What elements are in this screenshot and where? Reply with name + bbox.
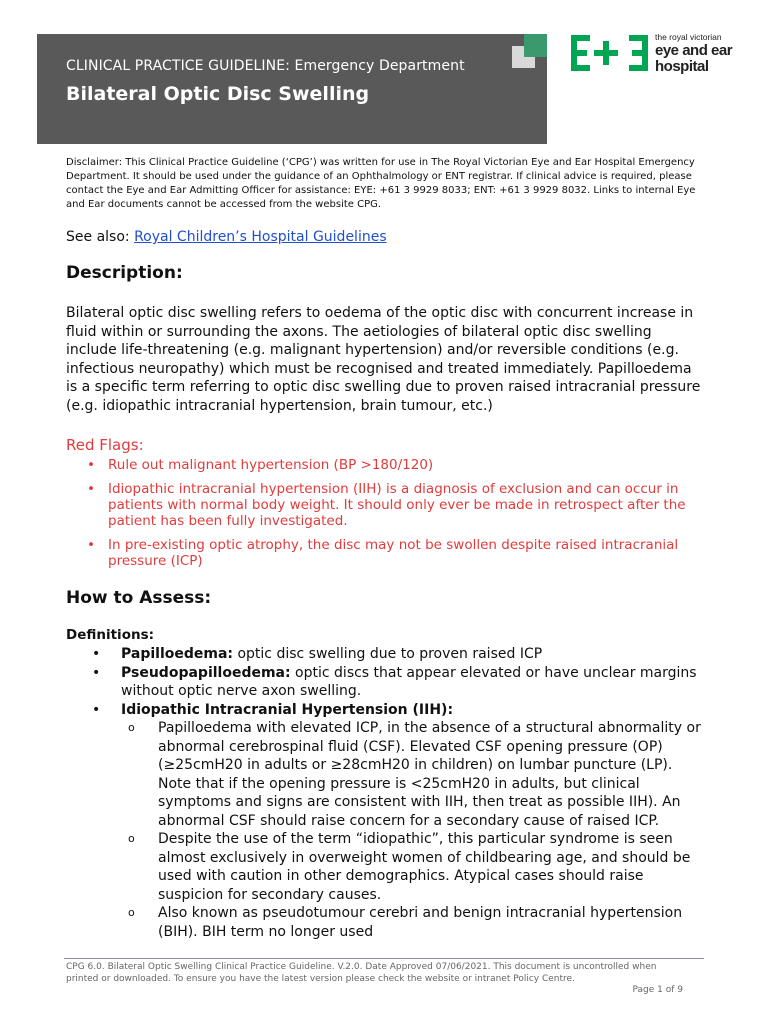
definition-term: Pseudopapilloedema: xyxy=(121,664,291,681)
definition-term: Idiopathic Intracranial Hypertension (IIH): xyxy=(121,701,454,718)
definition-text: optic discs that appear elevated or have unclear margins without optic nerve axon swelling. xyxy=(121,664,697,699)
rch-guidelines-link[interactable]: Royal Children’s Hospital Guidelines xyxy=(134,229,387,245)
footer-divider xyxy=(64,958,704,959)
iih-sub-item: o Also known as pseudotumour cerebri and benign intracranial hypertension (BIH). BIH term no longer used xyxy=(128,904,708,941)
page-number: Page 1 of 9 xyxy=(632,985,683,995)
document-title: Bilateral Optic Disc Swelling xyxy=(66,83,370,105)
disclaimer: Disclaimer: This Clinical Practice Guideline (‘CPG’) was written for use in The Royal Victorian Eye and Ear Hospital Emergency Department. It should be used under the guidance of an Ophthalmology or ENT registrar. If clinical advice is required, please contact the Eye and Ear Admitting Officer for assistance: EYE: +61 3 9929 8033; ENT: +61 3 9929 8032. Links to internal Eye and Ear documents cannot be accessed from the website CPG. xyxy=(66,157,696,210)
red-flag-item: • Idiopathic intracranial hypertension (IIH) is a diagnosis of exclusion and can occur in patients with normal body weight. It should only ever be made in retrospect after the patient has been fully investigated. xyxy=(87,481,707,529)
definition-item xyxy=(92,664,708,701)
definition-text: optic disc swelling due to proven raised ICP xyxy=(233,646,543,662)
hospital-name-small: the royal victorian xyxy=(655,32,722,42)
red-flag-item: • Rule out malignant hypertension (BP >180/120) xyxy=(87,457,707,473)
hospital-logo-icon xyxy=(570,33,650,73)
see-also xyxy=(66,229,387,245)
description-body: Bilateral optic disc swelling refers to oedema of the optic disc with concurrent increase in fluid within or surrounding the axons. The aetiologies of bilateral optic disc swelling include life-threatening (e.g. malignant hypertension) and/or reversible conditions (e.g. infectious neuropathy) which must be recognised and treated immediately. Papilloedema is a specific term referring to optic disc swelling due to proven raised intracranial pressure (e.g. idiopathic intracranial hypertension, brain tumour, etc.) xyxy=(66,305,701,414)
definition-item xyxy=(92,701,708,942)
document-category: CLINICAL PRACTICE GUIDELINE: Emergency Department xyxy=(66,58,465,74)
red-flags-list xyxy=(87,457,707,577)
red-flag-item: • In pre-existing optic atrophy, the disc may not be swollen despite raised intracranial pressure (ICP) xyxy=(87,537,707,569)
hospital-name-line2: hospital xyxy=(655,57,709,75)
decorative-square-green xyxy=(524,34,547,57)
iih-sub-item: o Papilloedema with elevated ICP, in the absence of a structural abnormality or abnormal cerebrospinal fluid (CSF). Elevated CSF opening pressure (OP) (≥25cmH20 in adults or ≥28cmH20 in children) on lumbar puncture (LP). Note that if the opening pressure is <25cmH20 in adults, but clinical symptoms and signs are consistent with IIH, then treat as possible IIH). An abnormal CSF should raise concern for a secondary cause of raised ICP. xyxy=(128,719,708,830)
definitions-title: Definitions: xyxy=(66,627,155,643)
footer-text: CPG 6.0. Bilateral Optic Swelling Clinical Practice Guideline. V.2.0. Date Approved 07/06/2021. This document is uncontrolled when printed or downloaded. To ensure you have the latest version please check the website or intranet Policy Centre. xyxy=(66,962,657,984)
hospital-name xyxy=(655,33,732,74)
definition-term: Papilloedema: xyxy=(121,646,234,662)
iih-sub-item: o Despite the use of the term “idiopathic”, this particular syndrome is seen almost exclusively in overweight women of childbearing age, and should be used with caution in other demographics. Atypical cases should raise suspicion for secondary causes. xyxy=(128,830,708,904)
definition-item xyxy=(92,645,708,664)
description-heading: Description: xyxy=(66,263,183,283)
iih-sublist xyxy=(128,719,708,941)
how-to-assess-heading: How to Assess: xyxy=(66,588,212,608)
hospital-name-line1: eye and ear xyxy=(655,41,733,59)
definitions-list xyxy=(92,645,708,941)
red-flags-title: Red Flags: xyxy=(66,436,144,454)
see-also-label: See also: xyxy=(66,229,135,245)
